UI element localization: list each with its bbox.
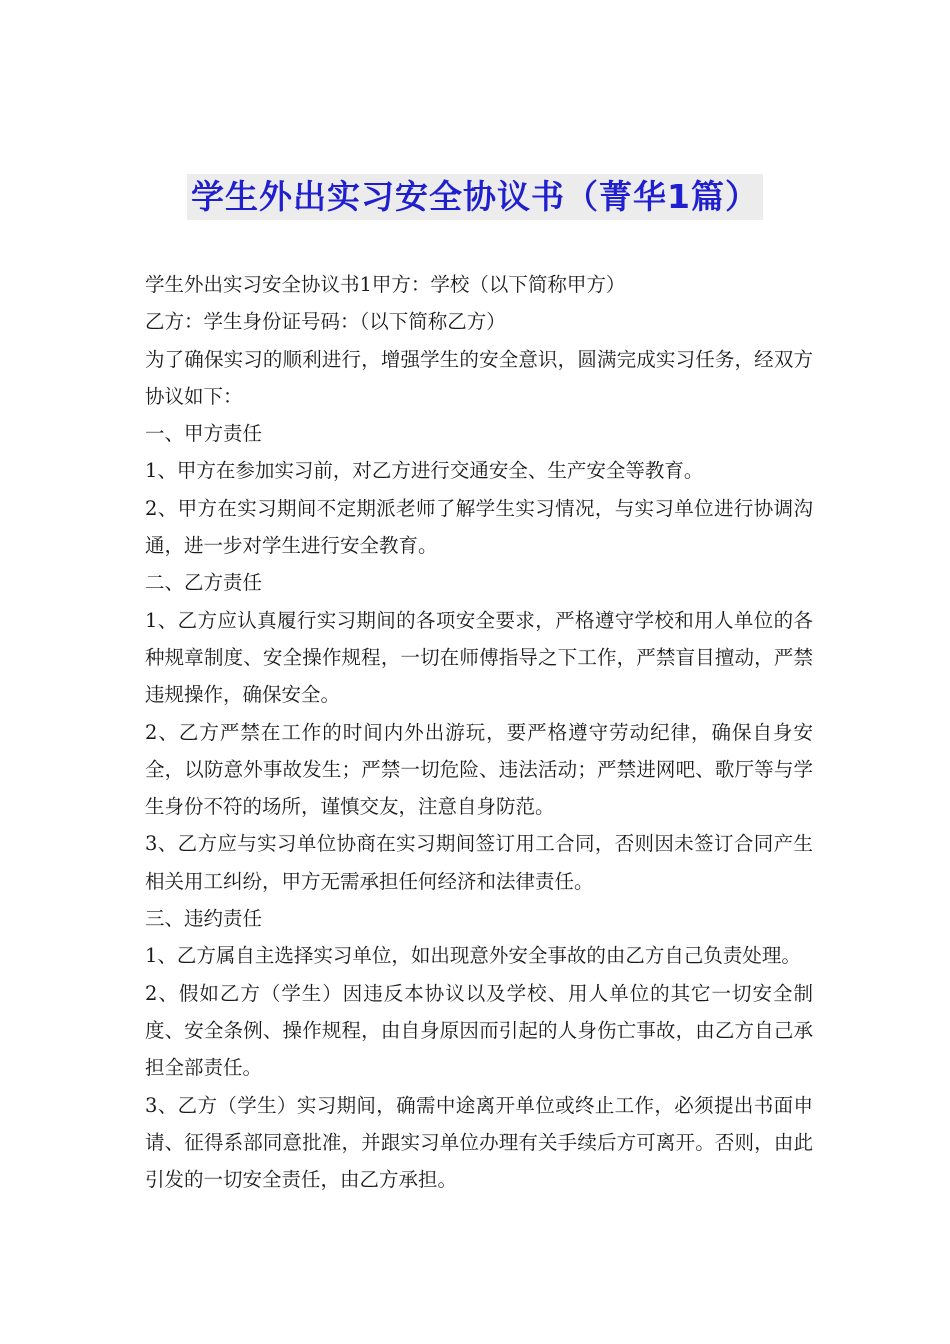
clause-party-a-2: 2、甲方在实习期间不定期派老师了解学生实习情况，与实习单位进行协调沟通，进一步对学生进行安全教育。 bbox=[145, 496, 813, 558]
clause-party-b-1: 1、乙方应认真履行实习期间的各项安全要求，严格遵守学校和用人单位的各种规章制度、安全操作规程，一切在师傅指导之下工作，严禁盲目擅动，严禁违规操作，确保安全。 bbox=[145, 608, 813, 707]
paragraph-party-b: 乙方：学生身份证号码：（以下简称乙方） bbox=[145, 310, 506, 334]
clause-breach-2: 2、假如乙方（学生）因违反本协议以及学校、用人单位的其它一切安全制度、安全条例、操作规程，由自身原因而引起的人身伤亡事故，由乙方自己承担全部责任。 bbox=[145, 981, 813, 1080]
document-title: 学生外出实习安全协议书（菁华1篇） bbox=[187, 174, 763, 220]
clause-party-a-1: 1、甲方在参加实习前，对乙方进行交通安全、生产安全等教育。 bbox=[145, 459, 704, 483]
paragraph-purpose: 为了确保实习的顺利进行，增强学生的安全意识，圆满完成实习任务，经双方协议如下： bbox=[145, 347, 813, 408]
clause-breach-1: 1、乙方属自主选择实习单位，如出现意外安全事故的由乙方自己负责处理。 bbox=[145, 944, 801, 968]
title-container bbox=[0, 174, 950, 220]
section-heading-party-b: 二、乙方责任 bbox=[145, 571, 263, 595]
clause-party-b-2: 2、乙方严禁在工作的时间内外出游玩，要严格遵守劳动纪律，确保自身安全，以防意外事故发生；严禁一切危险、违法活动；严禁进网吧、歌厅等与学生身份不符的场所，谨慎交友，注意自身防范。 bbox=[145, 720, 813, 819]
section-heading-party-a: 一、甲方责任 bbox=[145, 422, 263, 446]
paragraph-intro-parties: 学生外出实习安全协议书1甲方：学校（以下简称甲方） bbox=[145, 273, 626, 296]
clause-party-b-3: 3、乙方应与实习单位协商在实习期间签订用工合同，否则因未签订合同产生相关用工纠纷，甲方无需承担任何经济和法律责任。 bbox=[145, 832, 813, 893]
document-body bbox=[145, 266, 813, 1198]
section-heading-breach: 三、违约责任 bbox=[145, 907, 263, 931]
clause-breach-3: 3、乙方（学生）实习期间，确需中途离开单位或终止工作，必须提出书面申请、征得系部同意批准，并跟实习单位办理有关手续后方可离开。否则，由此引发的一切安全责任，由乙方承担。 bbox=[145, 1093, 813, 1192]
